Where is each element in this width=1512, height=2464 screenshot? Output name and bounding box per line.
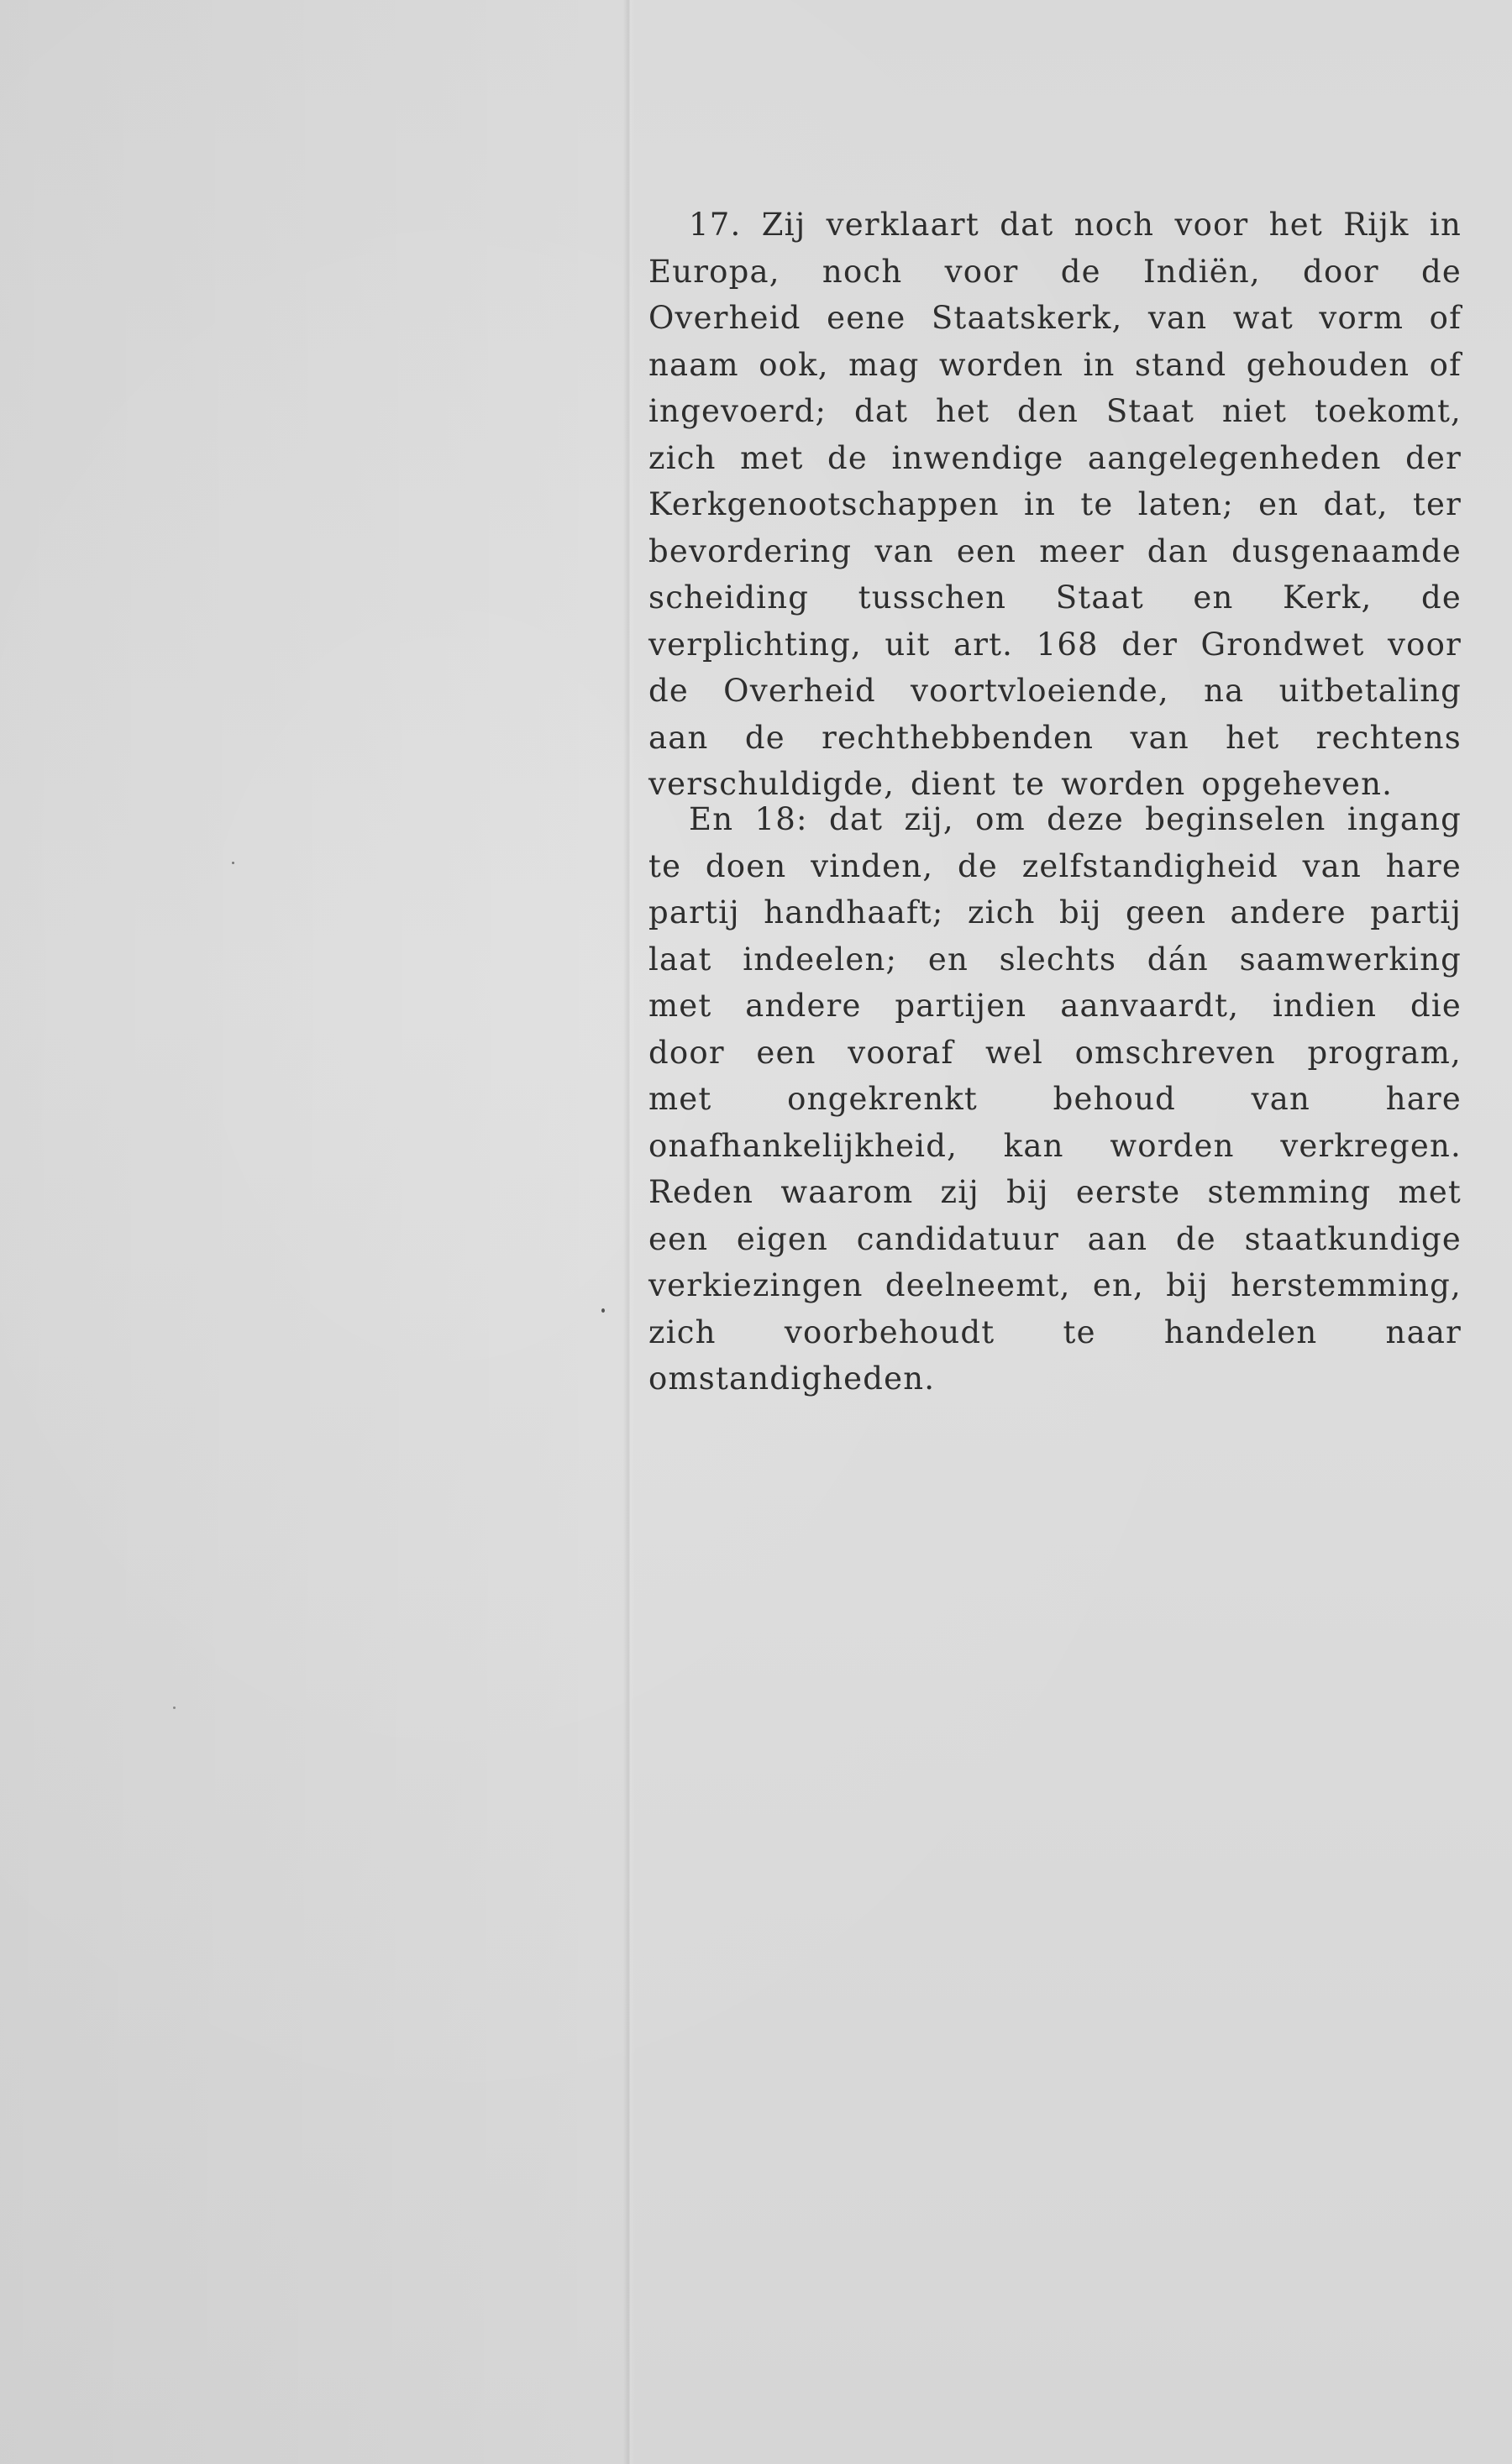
article-18-paragraph <box>648 796 1462 1402</box>
page-fold <box>623 0 635 2464</box>
paper-speck <box>232 862 234 864</box>
paper-speck <box>601 1308 605 1313</box>
article-17-text: 17. Zij verklaart dat noch voor het Rijk in Europa, noch voor de Indiën, door de Overheid eene Staatskerk, van wat vorm of naam ook, mag worden in stand gehouden of ingevoerd; dat het den Staat niet toekomt, zich met de inwendige aangelegenheden der Kerkgenootschappen in te laten; en dat, ter bevordering van een meer dan dusgenaamde scheiding tusschen Staat en Kerk, de verplichting, uit art. 168 der Grondwet voor de Overheid voortvloeiende, na uitbetaling aan de rechthebbenden van het rechtens verschuldigde, dient te worden opgeheven. <box>648 207 1462 802</box>
article-17-paragraph <box>648 202 1462 808</box>
left-page-area <box>0 0 623 2464</box>
paper-speck <box>173 1706 176 1709</box>
article-18-text: En 18: dat zij, om deze beginselen ingang te doen vinden, de zelfstandigheid van hare partij handhaaft; zich bij geen andere partij laat indeelen; en slechts dán saamwerking met andere partijen aanvaardt, indien die door een vooraf wel omschreven program, met ongekrenkt behoud van hare onafhankelijkheid, kan worden verkregen. Reden waarom zij bij eerste stemming met een eigen candidatuur aan de staatkundige verkiezingen deelneemt, en, bij herstemming, zich voorbehoudt te handelen naar omstandigheden. <box>648 801 1462 1397</box>
